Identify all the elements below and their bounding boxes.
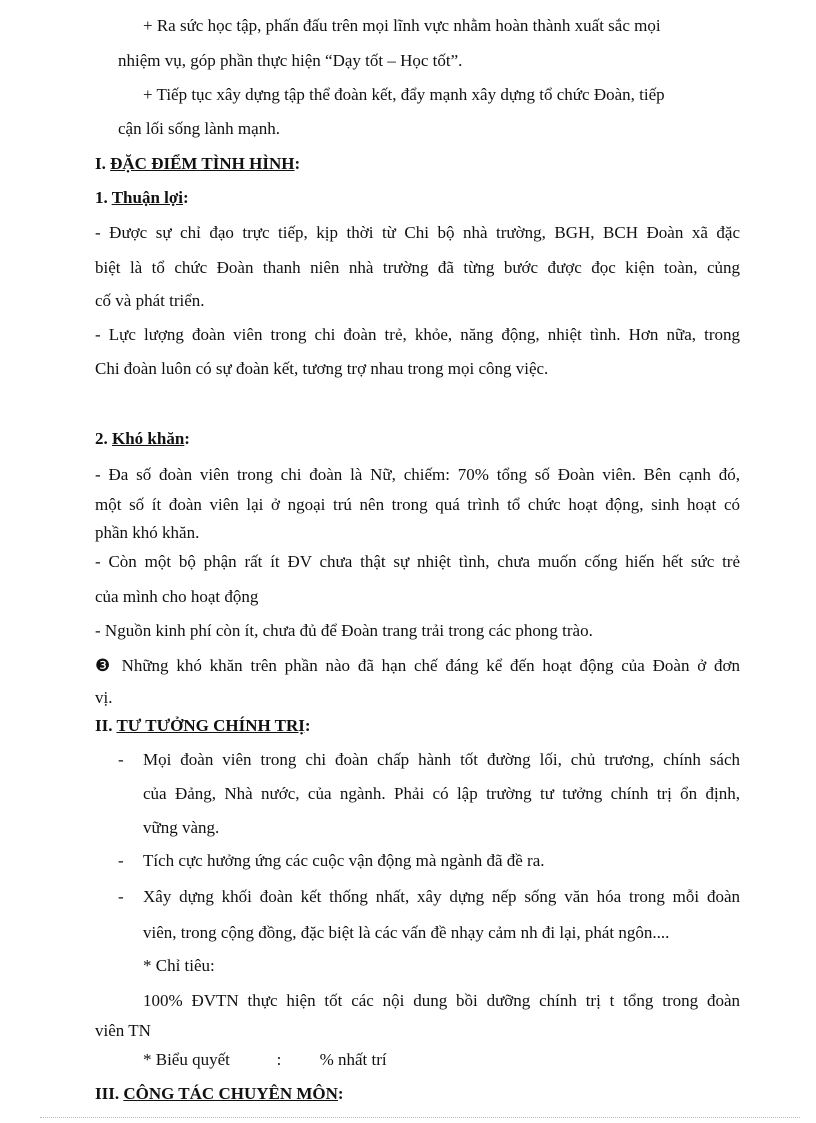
colon: : [337,1084,344,1103]
difficulty-conclusion-line1: ❸ Những khó khăn trên phần nào đã hạn chế đáng kể đến hoạt động của Đoàn ở đơn [95,656,740,675]
section-number: III. [95,1084,124,1103]
subsection-title: Khó khăn [112,429,185,448]
vote-line: * Biểu quyết : % nhất trí [143,1050,387,1069]
political-bullet-1-line3: vững vàng. [143,818,220,837]
political-bullet-1-line1: Mọi đoàn viên trong chi đoàn chấp hành tốt đường lối, chủ trương, chính sách [143,750,740,769]
difficulty-3: - Nguồn kinh phí còn ít, chưa đủ để Đoàn trang trải trong các phong trào. [95,621,593,640]
political-bullet-3-line1: Xây dựng khối đoàn kết thống nhất, xây dựng nếp sống văn hóa trong mỗi đoàn [143,887,740,906]
section-title: CÔNG TÁC CHUYÊN MÔN [123,1084,338,1103]
difficulty-1-line1: - Đa số đoàn viên trong chi đoàn là Nữ, chiếm: 70% tổng số Đoàn viên. Bên cạnh đó, [95,465,740,484]
difficulty-2-line1: - Còn một bộ phận rất ít ĐV chưa thật sự nhiệt tình, chưa muốn cống hiến hết sức trẻ [95,552,740,571]
target-line1: 100% ĐVTN thực hiện tốt các nội dung bồi dưỡng chính trị t tổng trong đoàn [143,991,740,1010]
political-bullet-2: Tích cực hưởng ứng các cuộc vận động mà ngành đã đề ra. [143,851,545,870]
intro-p2-line1 [143,84,740,106]
colon: : [304,716,311,735]
subsection-title: Thuận lợi [111,188,184,207]
intro-p2-line2: cận lối sống lành mạnh. [118,119,280,138]
subsection-1-heading [95,187,189,209]
section-title: TƯ TƯỞNG CHÍNH TRỊ [116,716,305,735]
bullet-dash: - [118,887,124,906]
advantage-2-line1: - Lực lượng đoàn viên trong chi đoàn trẻ, khỏe, năng động, nhiệt tình. Hơn nữa, trong [95,325,740,344]
section-2-heading [95,715,311,737]
political-bullet-1-line2: của Đảng, Nhà nước, của ngành. Phải có lập trường tư tưởng chính trị ổn định, [143,784,740,803]
section-number: I. [95,154,111,173]
difficulty-conclusion-line2: vị. [95,688,113,707]
advantage-1-line2: biệt là tổ chức Đoàn thanh niên nhà trường đã từng bước được đọc kiện toàn, củng [95,258,740,277]
subsection-2-heading [95,428,190,450]
subsection-number: 1. [95,188,112,207]
political-bullet-3-line2: viên, trong cộng đồng, đặc biệt là các vấn đề nhạy cảm nh đi lại, phát ngôn.... [143,923,670,942]
advantage-1-line3: cố và phát triển. [95,291,205,310]
bullet-dash: - [118,851,124,870]
colon: : [184,429,190,448]
section-1-heading [95,153,300,175]
target-line2: viên TN [95,1021,151,1040]
section-title: ĐẶC ĐIỂM TÌNH HÌNH [110,154,295,173]
difficulty-1-line3: phần khó khăn. [95,523,200,542]
intro-p1-line2: nhiệm vụ, góp phần thực hiện “Dạy tốt – Học tốt”. [118,51,463,70]
section-3-heading [95,1083,344,1105]
advantage-1-line1: - Được sự chỉ đạo trực tiếp, kịp thời từ Chi bộ nhà trường, BGH, BCH Đoàn xã đặc [95,223,740,242]
advantage-2-line2: Chi đoàn luôn có sự đoàn kết, tương trợ nhau trong mọi công việc. [95,359,549,378]
section-number: II. [95,716,117,735]
subsection-number: 2. [95,429,112,448]
text: + Ra sức học tập, phấn đấu trên mọi lĩnh vực nhằm hoàn thành xuất sắc mọi [143,16,661,35]
colon: : [294,154,301,173]
intro-p1-line1 [143,15,740,37]
page-bottom-rule [40,1117,800,1118]
colon: : [183,188,189,207]
target-label: * Chỉ tiêu: [143,956,215,975]
difficulty-2-line2: của mình cho hoạt động [95,587,259,606]
text: + Tiếp tục xây dựng tập thể đoàn kết, đẩy mạnh xây dựng tổ chức Đoàn, tiếp [143,85,665,104]
bullet-dash: - [118,750,124,769]
difficulty-1-line2: một số ít đoàn viên lại ở ngoại trú nên trong quá trình tổ chức hoạt động, sinh hoạt có [95,495,740,514]
